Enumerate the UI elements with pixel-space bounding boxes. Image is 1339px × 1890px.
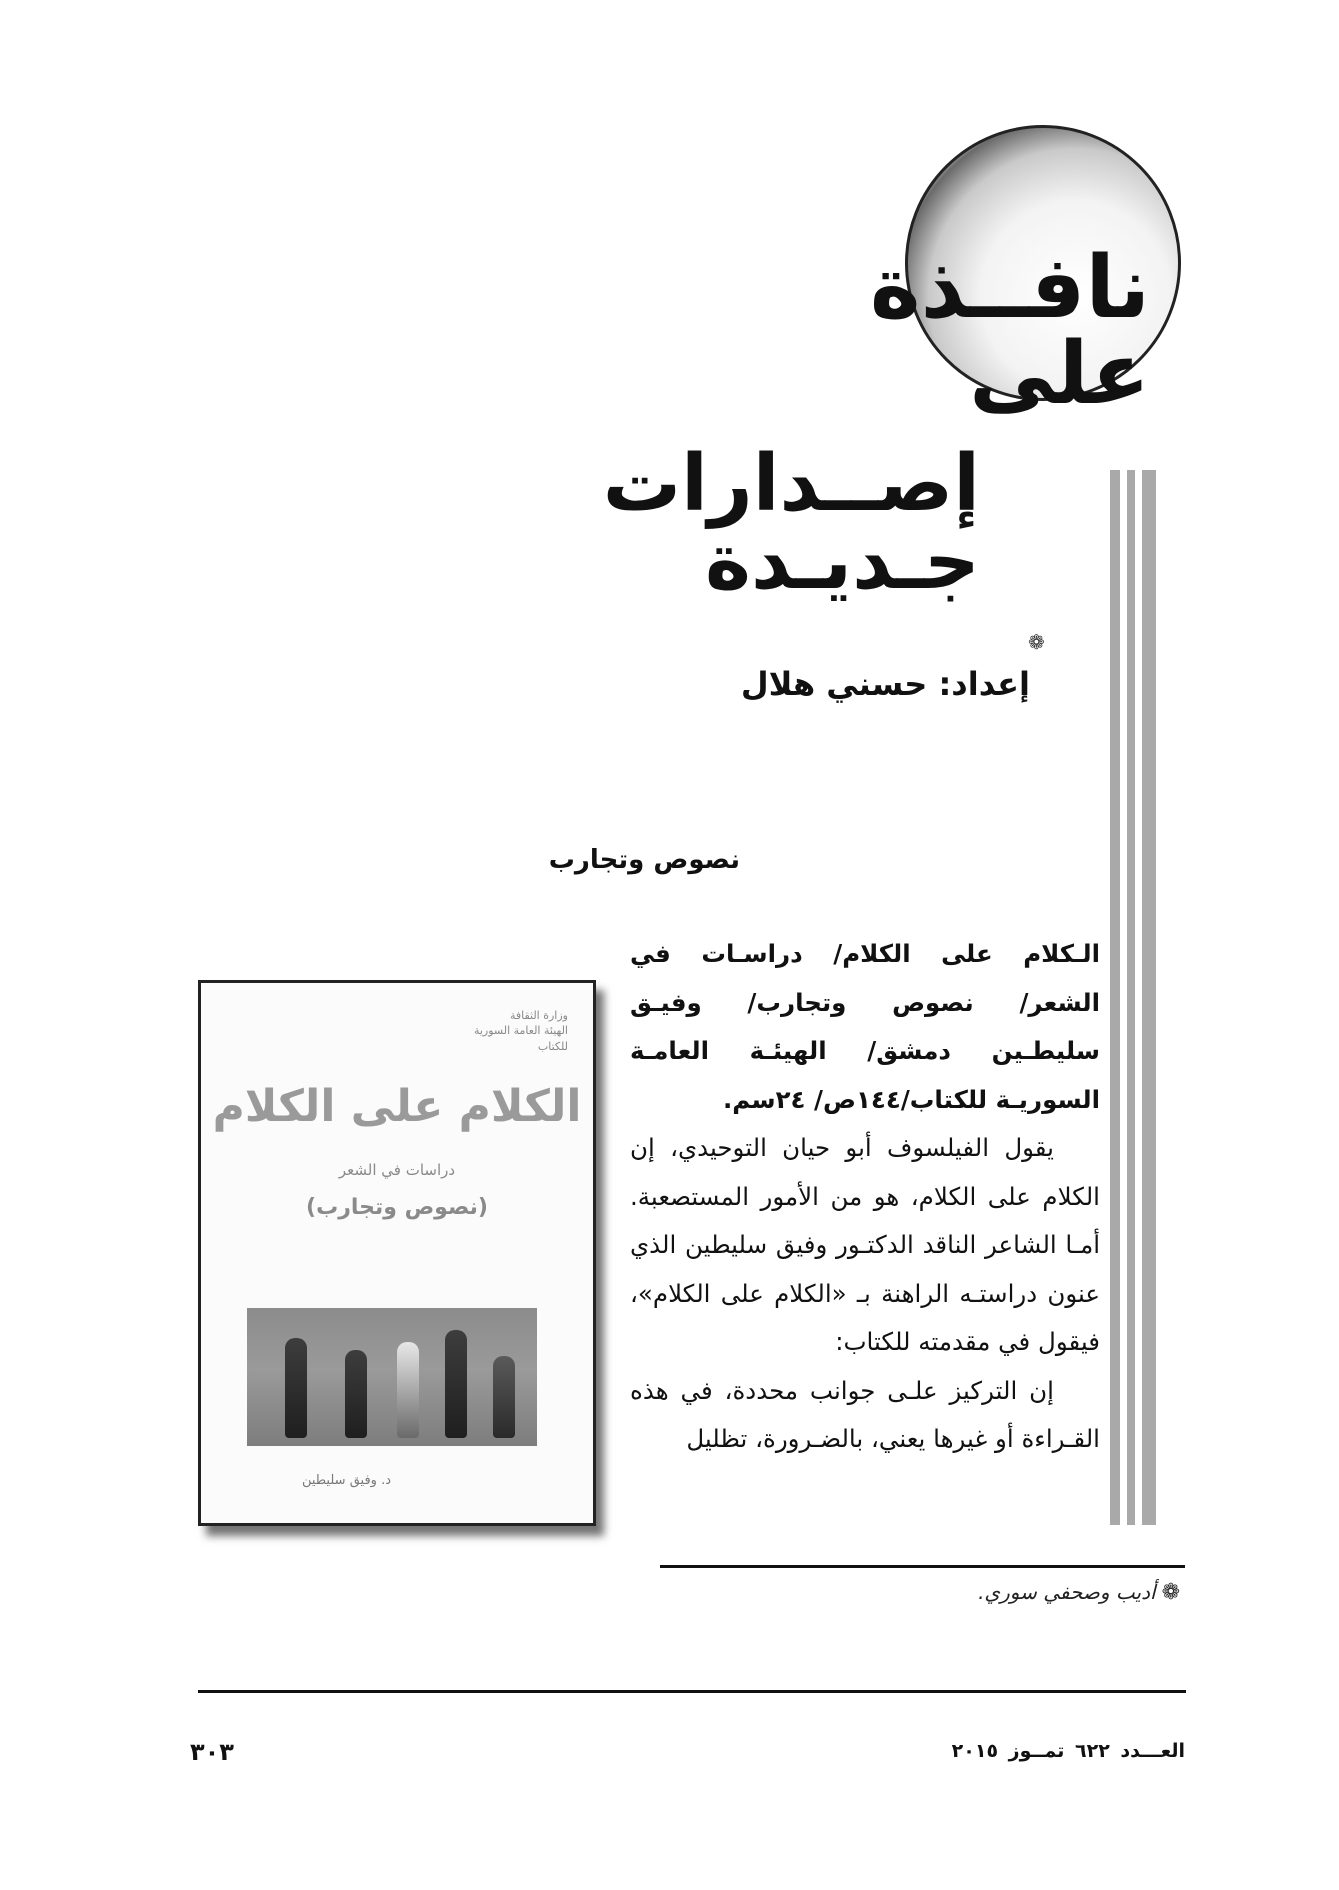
author-star-icon: ❁ bbox=[1028, 630, 1045, 654]
headline: إصــدارات جـديـدة bbox=[602, 439, 980, 607]
page-footer-rule bbox=[198, 1690, 1186, 1693]
author-byline: إعداد: حسني هلال bbox=[740, 665, 1030, 703]
figure-silhouette bbox=[493, 1356, 515, 1438]
book-subtitle-heading: نصوص وتجارب bbox=[548, 845, 740, 875]
body-paragraph: إن التركيز علـى جوانب محددة، في هذه القـراءة أو غيرها يعني، بالضـرورة، تظليل bbox=[630, 1375, 1100, 1453]
cover-subtitle: (نصوص وتجارب) bbox=[306, 1195, 488, 1220]
cover-author: د. وفيق سليطين bbox=[301, 1473, 391, 1488]
body-paragraph: يقول الفيلسوف أبو حيان التوحيدي، إن الكلام على الكلام، هو من الأمور المستصعبة. أمـا الشاعر الناقد الدكتـور وفيق سليطين الذي عنون دراستـه الراهنة بـ «الكلام على الكلام»، فيقول في مقدمته للكتاب: bbox=[630, 1133, 1100, 1356]
bibliographic-entry: الـكلام على الكلام/ دراسـات في الشعر/ نصوص وتجارب/ وفيـق سليطـين دمشق/ الهيئـة العامـة السوريـة للكتاب/١٤٤ص/ ٢٤سم. bbox=[630, 939, 1100, 1114]
cover-publisher-line: وزارة الثقافة bbox=[509, 1009, 568, 1022]
article-body bbox=[630, 930, 1100, 1464]
footnote-star-icon: ❁ bbox=[1161, 1580, 1180, 1605]
cover-publisher-line: الهيئة العامة السورية للكتاب bbox=[473, 1024, 568, 1053]
figure-silhouette bbox=[445, 1330, 467, 1438]
figure-silhouette bbox=[285, 1338, 307, 1438]
cover-title: الكلام على الكلام bbox=[212, 1081, 582, 1132]
decorative-bar bbox=[1127, 470, 1135, 1525]
issue-info: العـــدد ٦٢٢ تمــوز ٢٠١٥ bbox=[951, 1740, 1185, 1762]
footnote-rule bbox=[660, 1565, 1185, 1568]
cover-publisher bbox=[458, 1008, 568, 1054]
footnote bbox=[660, 1580, 1180, 1605]
book-cover bbox=[198, 980, 596, 1526]
figure-silhouette bbox=[397, 1342, 419, 1438]
decorative-bar bbox=[1142, 470, 1156, 1525]
footnote-text: أديب وصحفي سوري. bbox=[978, 1580, 1156, 1604]
decorative-bar bbox=[1110, 470, 1120, 1525]
section-title: نافــذة على bbox=[869, 238, 1150, 424]
cover-photo bbox=[247, 1308, 537, 1446]
cover-subtitle: دراسات في الشعر bbox=[338, 1161, 456, 1179]
figure-silhouette bbox=[345, 1350, 367, 1438]
page-number: ٣٠٣ bbox=[190, 1738, 234, 1766]
